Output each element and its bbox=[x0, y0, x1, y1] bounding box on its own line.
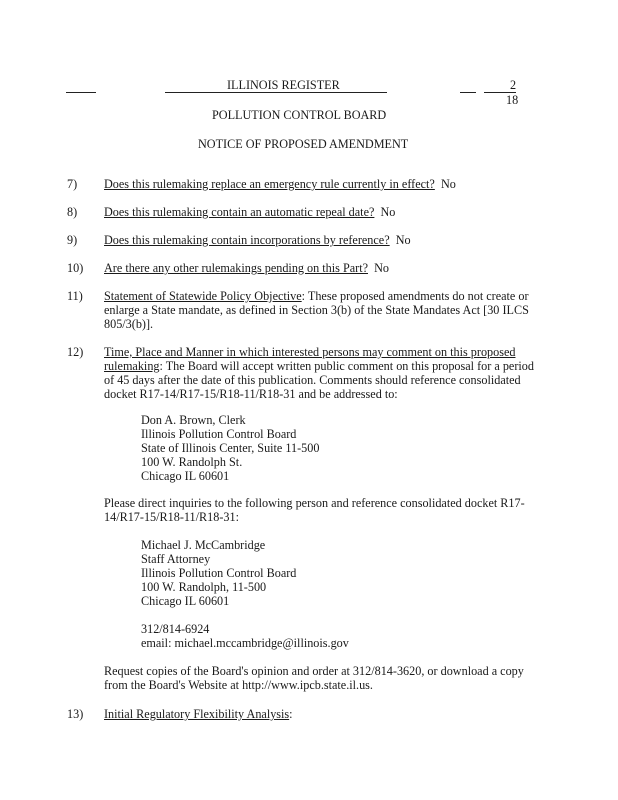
item-7-label: Does this rulemaking replace an emergency rule currently in effect? bbox=[104, 177, 435, 191]
notice-title: NOTICE OF PROPOSED AMENDMENT bbox=[198, 137, 409, 151]
contact-phone: 312/814-6924 bbox=[141, 622, 210, 636]
contact-address bbox=[141, 538, 296, 608]
item-7 bbox=[104, 177, 544, 191]
item-9 bbox=[104, 233, 544, 247]
item-13-colon: : bbox=[289, 707, 293, 721]
item-11-label: Statement of Statewide Policy Objective bbox=[104, 289, 302, 303]
inquiry-line2: 14/R17-15/R18-11/R18-31: bbox=[104, 510, 239, 524]
contact-name: Michael J. McCambridge bbox=[141, 538, 266, 552]
item-12-line3: of 45 days after the date of this publication. Comments should reference consolidated bbox=[104, 373, 521, 387]
contact-org: Illinois Pollution Control Board bbox=[141, 566, 297, 580]
item-12-number: 12) bbox=[67, 345, 84, 359]
issue-number: 18 bbox=[506, 93, 519, 107]
item-10-answer: No bbox=[374, 261, 389, 275]
item-8-number: 8) bbox=[67, 205, 78, 219]
contact-email: email: michael.mccambridge@illinois.gov bbox=[141, 636, 349, 650]
item-9-label: Does this rulemaking contain incorporations by reference? bbox=[104, 233, 390, 247]
item-12-label-line1: Time, Place and Manner in which interested persons may comment on this proposed bbox=[104, 345, 516, 359]
clerk-address bbox=[141, 413, 319, 483]
item-11-line3: 805/3(b)]. bbox=[104, 317, 154, 331]
request-line2: from the Board's Website at http://www.ipcb.state.il.us. bbox=[104, 678, 373, 692]
item-12-line4: docket R17-14/R17-15/R18-11/R18-31 and be addressed to: bbox=[104, 387, 398, 401]
item-10 bbox=[104, 261, 544, 275]
item-8-label: Does this rulemaking contain an automatic repeal date? bbox=[104, 205, 375, 219]
register-title: ILLINOIS REGISTER bbox=[227, 78, 340, 92]
item-12-line2-rest: : The Board will accept written public comment on this proposal for a period bbox=[159, 359, 534, 373]
item-11 bbox=[104, 289, 544, 331]
page-number: 2 bbox=[510, 78, 517, 92]
item-9-answer: No bbox=[395, 233, 411, 247]
request-paragraph bbox=[104, 664, 524, 692]
item-7-number: 7) bbox=[67, 177, 78, 191]
clerk-city: Chicago IL 60601 bbox=[141, 469, 230, 483]
contact-title: Staff Attorney bbox=[141, 552, 211, 566]
item-8-answer: No bbox=[380, 205, 396, 219]
header-rule-center bbox=[165, 92, 387, 93]
contact-street: 100 W. Randolph, 11-500 bbox=[141, 580, 267, 594]
header-rule-left bbox=[66, 92, 96, 93]
clerk-building: State of Illinois Center, Suite 11-500 bbox=[141, 441, 320, 455]
item-12 bbox=[104, 345, 544, 401]
inquiry-paragraph bbox=[104, 496, 525, 524]
item-11-number: 11) bbox=[67, 289, 83, 303]
item-9-number: 9) bbox=[67, 233, 78, 247]
item-10-number: 10) bbox=[67, 261, 84, 275]
item-13 bbox=[104, 707, 544, 721]
item-12-label-line2: rulemaking bbox=[104, 359, 160, 373]
inquiry-line1: Please direct inquiries to the following person and reference consolidated docket R17- bbox=[104, 496, 525, 510]
item-11-line2: enlarge a State mandate, as defined in Section 3(b) of the State Mandates Act [30 ILCS bbox=[104, 303, 529, 317]
contact-city: Chicago IL 60601 bbox=[141, 594, 230, 608]
header-rule-right-a bbox=[460, 92, 476, 93]
request-line1: Request copies of the Board's opinion and order at 312/814-3620, or download a copy bbox=[104, 664, 524, 678]
item-11-line1: : These proposed amendments do not create or bbox=[301, 289, 529, 303]
item-13-number: 13) bbox=[67, 707, 84, 721]
clerk-org: Illinois Pollution Control Board bbox=[141, 427, 297, 441]
agency-title: POLLUTION CONTROL BOARD bbox=[212, 108, 387, 122]
clerk-street: 100 W. Randolph St. bbox=[141, 455, 243, 469]
item-7-answer: No bbox=[440, 177, 456, 191]
item-10-label: Are there any other rulemakings pending on this Part? bbox=[104, 261, 368, 275]
item-13-label: Initial Regulatory Flexibility Analysis bbox=[104, 707, 290, 721]
item-8 bbox=[104, 205, 544, 219]
clerk-name: Don A. Brown, Clerk bbox=[141, 413, 246, 427]
